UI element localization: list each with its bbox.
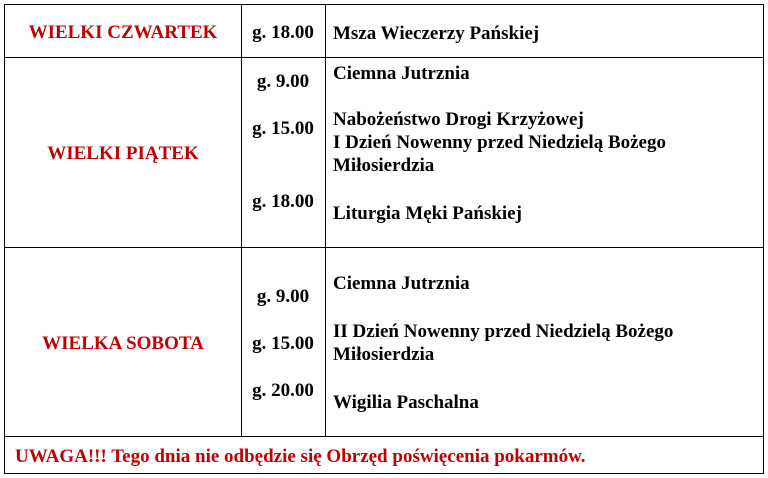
event-label: Wigilia Paschalna [333, 392, 479, 413]
event-label: Msza Wieczerzy Pańskiej [333, 23, 540, 44]
event-label: Miłosierdzia [333, 344, 435, 365]
warning-note: UWAGA!!! Tego dnia nie odbędzie się Obrzęd poświęcenia pokarmów. [15, 446, 586, 467]
event-label: II Dzień Nowenny przed Niedzielą Bożego [333, 321, 674, 342]
time-label: g. 15.00 [252, 333, 314, 354]
row-divider [5, 247, 763, 248]
day-label-friday: WIELKI PIĄTEK [47, 143, 199, 164]
schedule-table [4, 4, 764, 474]
column-divider [325, 5, 326, 436]
event-label: Miłosierdzia [333, 155, 435, 176]
time-label: g. 9.00 [256, 71, 310, 92]
day-label-saturday: WIELKA SOBOTA [42, 333, 204, 354]
event-label: Nabożeństwo Drogi Krzyżowej [333, 109, 584, 130]
row-divider [5, 57, 763, 58]
time-label: g. 18.00 [252, 22, 314, 43]
time-label: g. 15.00 [252, 118, 314, 139]
column-divider [241, 5, 242, 436]
event-label: Ciemna Jutrznia [333, 63, 470, 84]
row-divider [5, 436, 763, 437]
time-label: g. 18.00 [252, 191, 314, 212]
time-label: g. 9.00 [256, 286, 310, 307]
time-label: g. 20.00 [252, 380, 314, 401]
event-label: Ciemna Jutrznia [333, 273, 470, 294]
event-label: Liturgia Męki Pańskiej [333, 203, 522, 224]
day-label-thursday: WIELKI CZWARTEK [28, 22, 218, 43]
event-label: I Dzień Nowenny przed Niedzielą Bożego [333, 132, 666, 153]
